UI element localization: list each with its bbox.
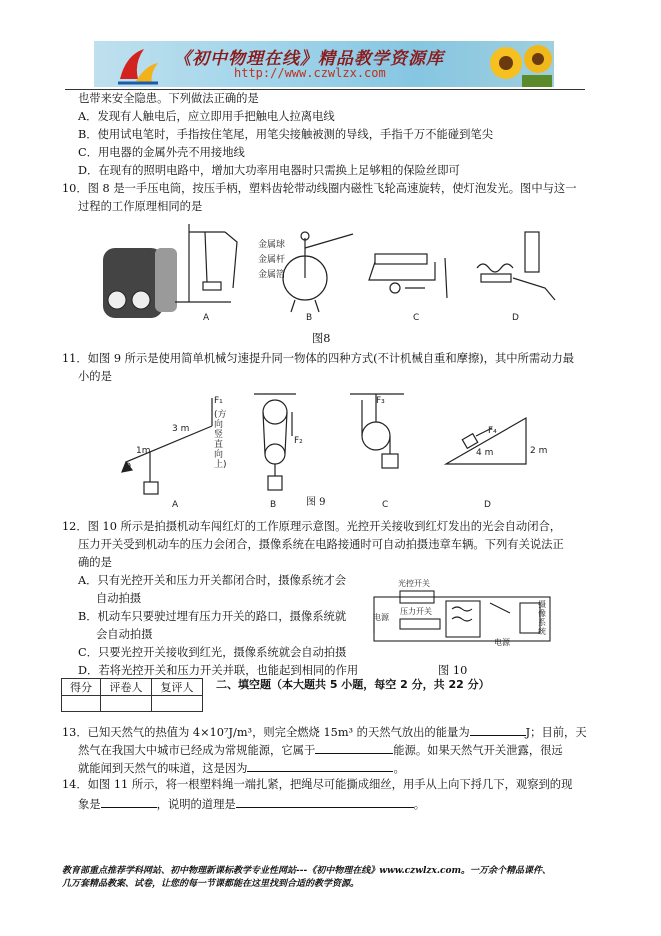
section-2-title: 二、填空题（本大题共 5 小题，每空 2 分，共 22 分）: [216, 678, 490, 691]
figure-9-c-force: F₃: [376, 396, 385, 406]
q13-line1-tail: J；目前，天: [525, 726, 587, 739]
score-table: [61, 678, 203, 712]
figure-8-a: [175, 224, 237, 302]
q13-line3: [78, 760, 405, 776]
figure-9-a-direction: (方向竖直向上): [214, 410, 227, 470]
q13-line2: [78, 742, 563, 758]
q12-option-c: C．只要光控开关接收到红光，摄像系统就会自动拍摄: [78, 646, 347, 659]
score-header-grader: 评卷人: [101, 679, 152, 696]
q13-blank-reason[interactable]: [247, 760, 393, 772]
figure-9-caption: 图 9: [306, 497, 326, 508]
figure-8-b-label-rod: 金属杆: [258, 255, 286, 265]
q11-stem-line1: 11．如图 9 所示是使用简单机械匀速提升同一物体的四种方式(不计机械自重和摩擦)，其中所需动力最: [62, 352, 575, 365]
q13-line3-tail: 。: [393, 762, 405, 775]
q12-stem-line1: 12．图 10 所示是拍摄机动车闯红灯的工作原理示意图。光控开关接收到红灯发出的光会自动闭合，: [62, 520, 562, 533]
figure-8-letter-b: B: [306, 313, 313, 323]
figure-9-a-pivot: O: [124, 462, 132, 472]
reviewer-cell[interactable]: [152, 696, 203, 712]
q14-line2-mid: ，说明的道理是: [156, 798, 236, 811]
figure-8-letter-d: D: [512, 313, 519, 323]
figure-10-label-power-right: 电源: [494, 638, 510, 647]
figure-9-a-3m: 3 m: [172, 424, 190, 434]
q12-option-d: D．若将光控开关和压力开关并联，也能起到相同的作用: [78, 664, 359, 677]
figure-8-b-label-foil: 金属箔: [258, 270, 286, 280]
figure-9-b-force: F₂: [294, 436, 303, 446]
q12-stem-line2: 压力开关受到机动车的压力会闭合，摄像系统在电路接通时可自动拍摄违章车辆。下列有关说法正: [78, 538, 564, 551]
q13-line1: [62, 724, 587, 740]
figure-10-caption: 图 10: [438, 664, 468, 677]
header-banner: [94, 41, 554, 87]
figure-8: [95, 218, 565, 328]
figure-8-d: [477, 232, 555, 300]
q12-stem-line3: 确的是: [78, 556, 112, 569]
q10-stem-line1: 10．图 8 是一手压电筒，按压手柄，塑料齿轮带动线圈内磁性飞轮高速旋转，使灯泡发光。图中与这一: [62, 182, 577, 195]
q14-line2: [78, 796, 425, 812]
q9-option-b: B．使用试电笔时，手指按住笔尾，用笔尖接触被测的导线，手指千万不能碰到笔尖: [78, 128, 493, 141]
figure-9-a-force: F₁: [214, 396, 223, 406]
figure-10-label-camera: 摄像系统: [538, 600, 546, 636]
banner-title: 《初中物理在线》精品教学资源库: [174, 49, 444, 69]
score-cell[interactable]: [62, 696, 101, 712]
figure-10-label-power-left: 电源: [373, 613, 389, 622]
figure-9-a-1m: 1m: [136, 446, 151, 456]
footer-line1: 教育部重点推荐学科网站、初中物理新课标教学专业性网站---《初中物理在线》www.czwlzx.com。一万余个精品课件、: [62, 866, 552, 876]
q14-line1: 14．如图 11 所示，将一根塑料绳一端扎紧，把绳尽可能撕成细丝，用手从上向下捋几下，观察到的现: [62, 778, 573, 791]
q9-stem: 也带来安全隐患。下列做法正确的是: [78, 92, 259, 105]
score-header-score: 得分: [62, 679, 101, 696]
q12-option-b: B．机动车只要驶过埋有压力开关的路口，摄像系统就: [78, 610, 347, 623]
figure-9-b: [254, 394, 296, 490]
figure-8-c: [369, 254, 447, 298]
q14-line2-text: 象是: [78, 798, 101, 811]
grader-cell[interactable]: [101, 696, 152, 712]
q13-blank-energy[interactable]: [470, 724, 526, 736]
figure-9-d-2m: 2 m: [530, 446, 548, 456]
q12-option-b-cont: 会自动拍摄: [96, 628, 153, 641]
figure-9-letter-c: C: [382, 500, 389, 510]
figure-9-letter-b: B: [270, 500, 277, 510]
score-header-reviewer: 复评人: [152, 679, 203, 696]
figure-8-caption: 图8: [312, 332, 331, 345]
q13-line3-text: 就能闻到天然气的味道，这是因为: [78, 762, 248, 775]
flashlight-image: [103, 248, 177, 318]
header-divider: [65, 89, 585, 90]
logo-icon: [116, 45, 160, 85]
q12-option-a-cont: 自动拍摄: [96, 592, 142, 605]
figure-8-b: [283, 232, 353, 312]
footer-line2: 几万套精品教案、试卷，让您的每一节课都能在这里找到合适的教学资源。: [62, 879, 360, 889]
q9-option-c: C．用电器的金属外壳不用接地线: [78, 146, 245, 159]
figure-10-label-light-switch: 光控开关: [398, 579, 430, 588]
q11-stem-line2: 小的是: [78, 370, 112, 383]
q13-line2-tail: 能源。如果天然气开关泄露，很远: [393, 744, 563, 757]
q13-line2-text: 然气在我国大中城市已经成为常规能源，它属于: [78, 744, 316, 757]
q9-option-d: D．在现有的照明电路中，增加大功率用电器时只需换上足够粗的保险丝即可: [78, 164, 460, 177]
q13-blank-energy-type[interactable]: [315, 742, 393, 754]
q13-line1-text: 13．已知天然气的热值为 4×10⁷J/m³，则完全燃烧 15m³ 的天然气放出的能量为: [62, 726, 470, 739]
q10-stem-line2: 过程的工作原理相同的是: [78, 200, 203, 213]
figure-8-letter-c: C: [413, 313, 420, 323]
q12-option-a: A．只有光控开关和压力开关都闭合时，摄像系统才会: [78, 574, 346, 587]
figure-9-letter-d: D: [484, 500, 491, 510]
figure-9-d-force: F₄: [488, 426, 497, 436]
figure-9-d-4m: 4 m: [476, 448, 494, 458]
q14-blank-phenomenon[interactable]: [101, 796, 157, 808]
q14-line2-tail: 。: [413, 798, 426, 811]
figure-9-letter-a: A: [172, 500, 179, 510]
figure-8-letter-a: A: [203, 313, 210, 323]
sunflower-icon: [486, 41, 554, 87]
q14-blank-reason[interactable]: [236, 796, 414, 808]
figure-8-b-label-ball: 金属球: [258, 240, 286, 250]
q9-option-a: A．发现有人触电后，应立即用手把触电人拉离电线: [78, 110, 335, 123]
banner-url[interactable]: http://www.czwlzx.com: [234, 66, 386, 80]
figure-10-label-pressure-switch: 压力开关: [400, 607, 432, 616]
